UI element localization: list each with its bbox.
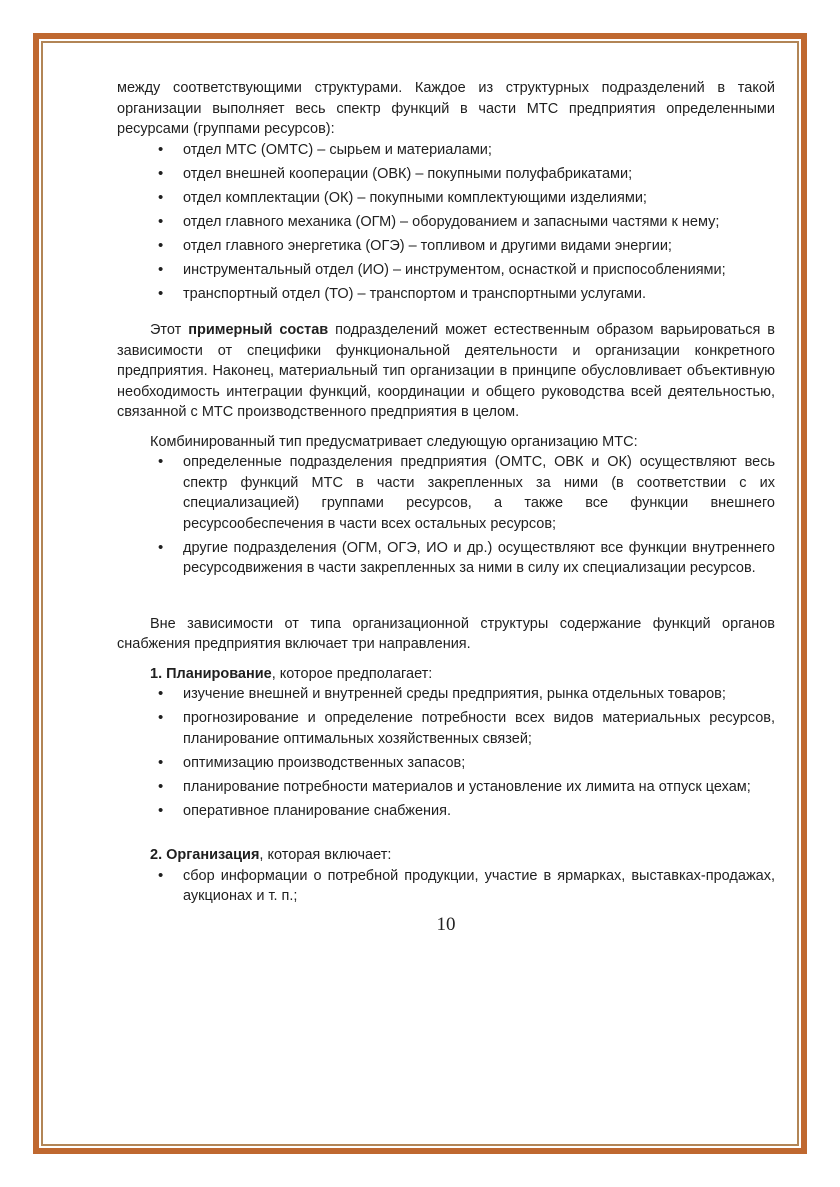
heading-organization-rest: , которая включает: xyxy=(259,847,392,863)
list-item xyxy=(183,801,775,822)
heading-planning-rest: , которое предполагает: xyxy=(271,665,433,682)
paragraph-composition xyxy=(117,320,775,423)
paragraph-intro: между соответствующими структурами. Каждое из структурных подразделений в такой организации выполняет весь спектр функций в части МТС предприятия определенными ресурсами (группами ресурсов): xyxy=(117,80,775,137)
list-item xyxy=(183,236,775,257)
paragraph-composition-lead: Этот xyxy=(150,322,189,338)
list-item-text: сбор информации о потребной продукции, участие в ярмарках, выставках-продажах, аукционах и т. п.; xyxy=(183,867,775,904)
list-item xyxy=(183,212,775,233)
list-item-text: другие подразделения (ОГМ, ОГЭ, ИО и др.) осуществляют все функции внутреннего ресурсодвижения в части закрепленных за ними в силу их специализации ресурсов. xyxy=(183,539,775,576)
page-content xyxy=(117,78,775,935)
list-item xyxy=(183,684,775,705)
heading-organization xyxy=(117,845,775,866)
list-item xyxy=(183,753,775,774)
paragraph-combined: Комбинированный тип предусматривает следующую организацию МТС: xyxy=(150,433,638,450)
list-item-text: отдел главного механика (ОГМ) – оборудованием и запасными частями к нему; xyxy=(183,213,720,230)
list-item-text: прогнозирование и определение потребности всех видов материальных ресурсов, планирование оптимальных хозяйственных связей; xyxy=(183,710,775,747)
list-item xyxy=(183,708,775,749)
list-item xyxy=(183,538,775,579)
list-combined xyxy=(117,452,775,579)
list-planning xyxy=(117,684,775,821)
list-item-text: изучение внешней и внутренней среды предприятия, рынка отдельных товаров; xyxy=(183,686,726,702)
list-item xyxy=(183,777,775,798)
heading-planning-bold: 1. Планирование xyxy=(150,665,272,682)
list-departments xyxy=(117,140,775,305)
list-item xyxy=(183,452,775,534)
list-item xyxy=(183,164,775,185)
page-number: 10 xyxy=(436,913,456,935)
list-item xyxy=(183,140,775,161)
list-item xyxy=(183,260,775,281)
list-item-text: отдел внешней кооперации (ОВК) – покупными полуфабрикатами; xyxy=(183,165,633,182)
list-item xyxy=(183,284,775,305)
heading-planning xyxy=(117,664,775,685)
list-item-text: планирование потребности материалов и установление их лимита на отпуск цехам; xyxy=(183,778,751,795)
paragraph-composition-rest: подразделений может естественным образом варьироваться в зависимости от специфики функциональной деятельности и организации конкретного предприятия. Наконец, материальный тип организации в принципе обусловливает объективную необходимость интеграции функций, координации и общего руководства всей деятельностью, связанной с МТС производственного предприятия в целом. xyxy=(117,322,775,420)
list-item-text: отдел МТС (ОМТС) – сырьем и материалами; xyxy=(183,141,492,158)
list-item xyxy=(183,866,775,907)
list-organization xyxy=(117,866,775,907)
list-item-text: отдел комплектации (ОК) – покупными комплектующими изделиями; xyxy=(183,189,647,206)
list-item-text: оптимизацию производственных запасов; xyxy=(183,754,466,771)
paragraph-directions: Вне зависимости от типа организационной структуры содержание функций органов снабжения предприятия включает три направления. xyxy=(117,615,775,652)
list-item-text: инструментальный отдел (ИО) – инструментом, оснасткой и приспособлениями; xyxy=(183,261,726,278)
list-item-text: отдел главного энергетика (ОГЭ) – топливом и другими видами энергии; xyxy=(183,237,672,254)
list-item-text: оперативное планирование снабжения. xyxy=(183,802,452,819)
list-item xyxy=(183,188,775,209)
list-item-text: транспортный отдел (ТО) – транспортом и транспортными услугами. xyxy=(183,285,646,302)
paragraph-composition-bold: примерный состав xyxy=(188,322,329,338)
heading-organization-bold: 2. Организация xyxy=(150,847,260,863)
list-item-text: определенные подразделения предприятия (ОМТС, ОВК и ОК) осуществляют весь спектр функций МТС в части закрепленных за ними (в соответствии с их специализацией) группами ресурсов, а также все функции внешнего ресурсообеспечения в части всех остальных ресурсов; xyxy=(183,454,775,532)
